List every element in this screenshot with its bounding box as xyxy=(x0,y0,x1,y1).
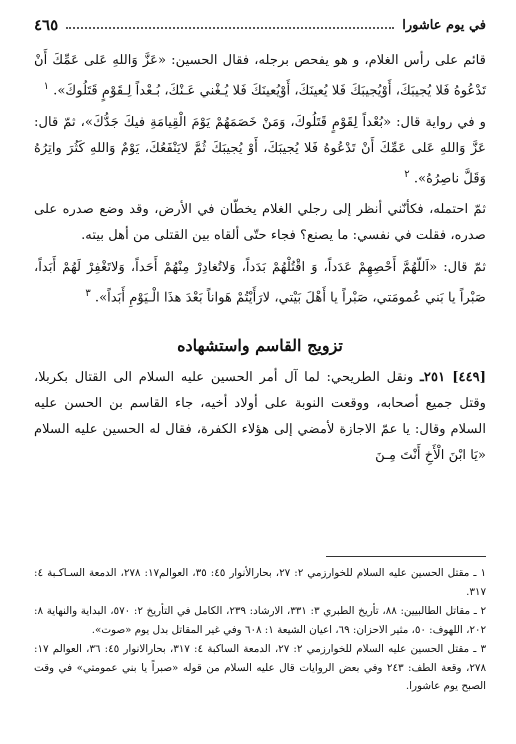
footnote-marker-1: ١ xyxy=(43,81,49,92)
paragraph-3: ثمّ احتمله، فكأنّني أنظر إلى رجلي الغلام يخطّان في الأرض، وقد وضع صدره على صدره، فقلت في نفسي: ما يصنع؟ فجاء حتّى ألقاه بين القتلى من أهل بيته. xyxy=(34,201,486,243)
paragraph-1-text: قائم على رأس الغلام، و هو يفحص برجله، فقال الحسين: «عَزَّ وَاللهِ عَلى عَمِّكَ أَنْ تَدْعُوهُ فَلا يُجيبَكَ، أَوْيُجيبَكَ فَلا يُعينَكَ، أَوْيُعينَكَ فَلا يُـغْني عَـنْكَ، بُـعْداً لِـقَوْمٍ قَتَلُوكَ». xyxy=(34,53,486,99)
page-header xyxy=(34,14,486,36)
main-text xyxy=(34,48,486,473)
footnote-1: ١ ـ مقتل الحسين عليه السلام للخوارزمي ٢: ٢٧، بحارالأنوار ٤٥: ٣٥، العوالم١٧: ٢٧٨، الدمعة السـاكـبة ٤: ٣١٧. xyxy=(34,567,486,598)
paragraph-2-text: و في رواية قال: «بُعْداً لِقَوْمٍ قَتَلُوكَ، وَمَنْ خَصَمَهُمْ يَوْمَ الْقِيامَةِ فيكَ جَدُّكَ»، ثمّ قال: عَزَّ وَاللهِ عَلى عَمِّكَ أَنْ تَدْعُوهُ فَلا يُجيبَكَ، أَوْ يُجيبَكَ ثُمَّ لايَنْفَعُكَ، يَوْمٌ وَاللهِ كَثُرَ واتِرُهُ وَقَلَّ ناصِرُهُ». xyxy=(34,115,486,187)
page-number: ٤٦٥ xyxy=(34,16,59,34)
paragraph-4-text: ثمّ قال: «اَللّهُمَّ أَحْصِهِمْ عَدَداً، وَ اقْتُلْهُمْ بَدَداً، وَلاتُغادِرْ مِنْهُمْ أَحَداً، وَلاتَغْفِرْ لَهُمْ أَبَداً، صَبْراً يا بَني عُمومَتي، صَبْراً يا أَهْلَ بَيْتي، لارَأَيْتُمْ هَواناً بَعْدَ هذَا الْـيَوْمِ أَبَداً». xyxy=(34,259,486,306)
footnote-divider xyxy=(326,556,486,557)
running-title: في يوم عاشورا xyxy=(402,17,486,33)
footnotes xyxy=(34,564,486,697)
footnote-marker-3: ٣ xyxy=(85,287,91,299)
section-heading: تزويج القاسم واستشهاده xyxy=(177,336,343,356)
footnote-3: ٣ ـ مقتل الحسين عليه السلام للخوارزمي ٢: ٢٧، الدمعة الساكبة ٤: ٣١٧، بحارالانوار ٤٥: ٣٦، العوالم ١٧: ٢٧٨، وقعة الطف: ٢٤٣ وفي بعض الروايات قال عليه السلام من قوله «صبراً يا بني عمومتي» في وقت الصبح يوم عاشورا. xyxy=(34,643,486,692)
header-dotted-leader xyxy=(66,27,394,29)
paragraph-2 xyxy=(34,110,486,192)
paragraph-1 xyxy=(34,48,486,104)
entry-number: [٤٤٩] ٢٥١ـ xyxy=(420,370,486,386)
footnote-marker-2: ٢ xyxy=(404,169,410,181)
footnote-2: ٢ ـ مقاتل الطالبيين: ٨٨، تأريخ الطبري ٣: ٣٣١، الارشاد: ٢٣٩، الكامل في التأريخ ٢: ٥٧٠، البداية والنهاية ٨: ٢٠٢، اللهوف: ٥٠، مثير الاحزان: ٦٩، اعيان الشيعة ١: ٦٠٨ وفي غير المقاتل بدل يوم «صوت». xyxy=(34,605,486,636)
paragraph-4 xyxy=(34,255,486,311)
entry-text: ونقل الطريحي: لما آل أمر الحسين عليه السلام الى القتال بكربلا، وقتل جميع أصحابه، ووقعت النوبة على أولاد أخيه، جاء القاسم بن الحسن عليه السلام وقال: يا عمّ الاجازة لأمضي إلى هؤلاء الكفرة، فقال له الحسين عليه السلام «يَا ابْنَ الْأَخِ أَنْتَ مِـنَ xyxy=(34,370,486,464)
entry-paragraph xyxy=(34,365,486,469)
